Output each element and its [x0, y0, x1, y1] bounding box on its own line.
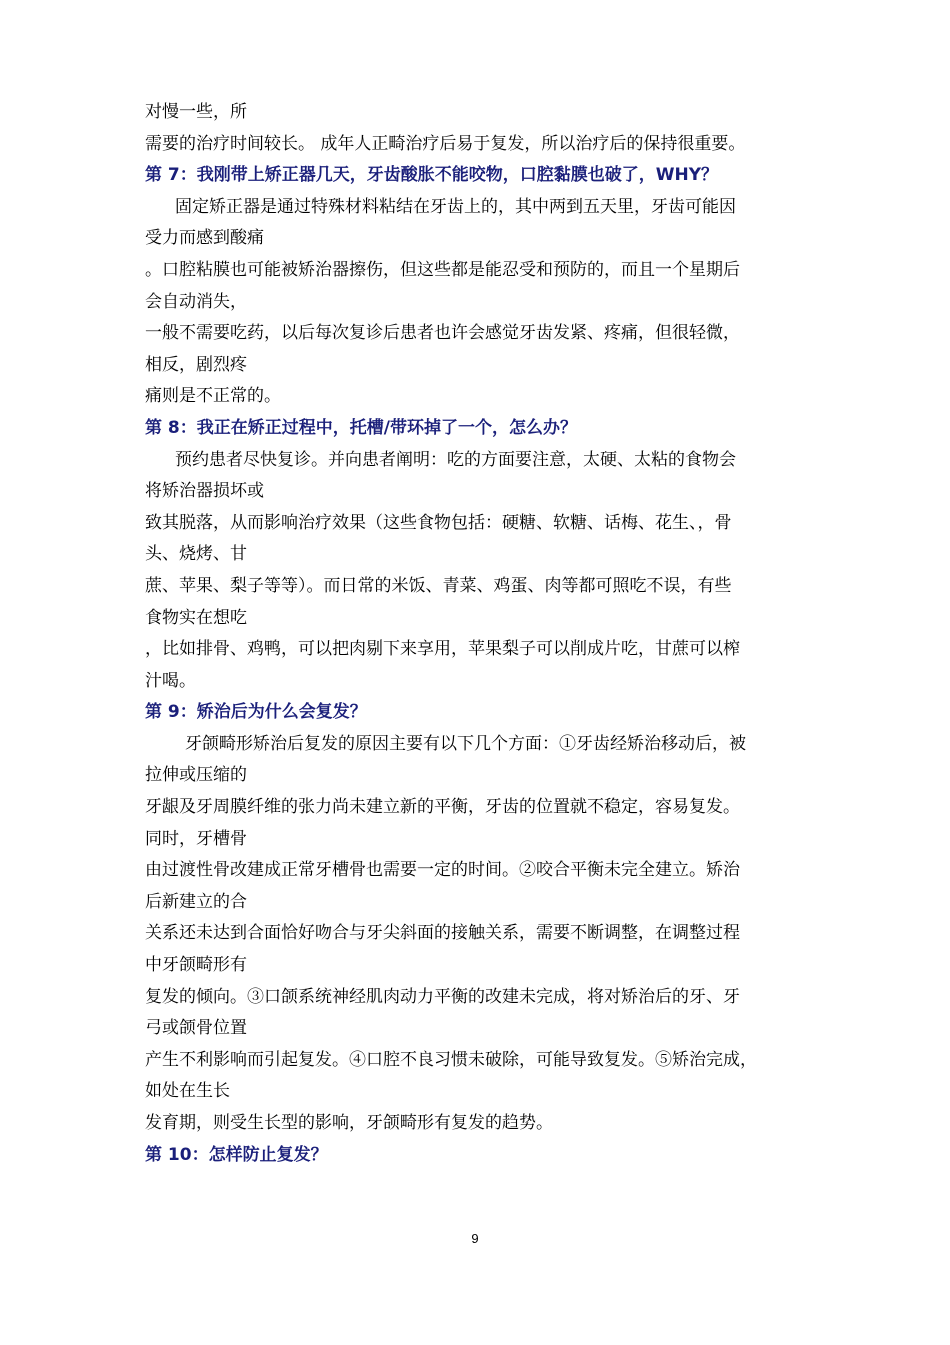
- paragraph-line: 痛则是不正常的。: [145, 386, 281, 407]
- paragraph-line: 汁喝。: [145, 670, 196, 691]
- paragraph-line: 。口腔粘膜也可能被矫治器擦伤，但这些都是能忍受和预防的，而且一个星期后: [145, 259, 740, 280]
- paragraph-line: 关系还未达到合面恰好吻合与牙尖斜面的接触关系，需要不断调整，在调整过程: [145, 923, 740, 944]
- paragraph-line: 食物实在想吃: [145, 607, 247, 628]
- paragraph-line: 将矫治器损坏或: [145, 481, 264, 502]
- question-heading: 第 8：我正在矫正过程中，托槽/带环掉了一个，怎么办？: [145, 417, 577, 438]
- document-body: [145, 97, 825, 1171]
- paragraph-line: 一般不需要吃药，以后每次复诊后患者也许会感觉牙齿发紧、疼痛，但很轻微，: [145, 323, 740, 344]
- paragraph-line: 相反，剧烈疼: [145, 354, 247, 375]
- paragraph-line: 需要的治疗时间较长。 成年人正畸治疗后易于复发，所以治疗后的保持很重要。: [145, 133, 746, 154]
- paragraph-first-line: 预约患者尽快复诊。并向患者阐明：吃的方面要注意，太硬、太粘的食物会: [175, 449, 736, 470]
- paragraph-line: 会自动消失，: [145, 291, 247, 312]
- paragraph-line: 致其脱落，从而影响治疗效果（这些食物包括：硬糖、软糖、话梅、花生、，骨: [145, 512, 732, 533]
- page-number: 9: [471, 1231, 479, 1246]
- paragraph-line: 拉伸或压缩的: [145, 765, 247, 786]
- paragraph-line: 中牙颌畸形有: [145, 955, 247, 976]
- paragraph-line: 如处在生长: [145, 1081, 230, 1102]
- paragraph-line: 产生不利影响而引起复发。④口腔不良习惯未破除，可能导致复发。⑤矫治完成，: [145, 1049, 757, 1070]
- question-heading: 第 10：怎样防止复发？: [145, 1144, 328, 1165]
- paragraph-line: 由过渡性骨改建成正常牙槽骨也需要一定的时间。②咬合平衡未完全建立。矫治: [145, 860, 740, 881]
- paragraph-line: ，比如排骨、鸡鸭，可以把肉剔下来享用，苹果梨子可以削成片吃，甘蔗可以榨: [145, 639, 740, 660]
- paragraph-line: 后新建立的合: [145, 891, 247, 912]
- paragraph-line: 同时，牙槽骨: [145, 828, 247, 849]
- paragraph-line: 头、烧烤、甘: [145, 544, 247, 565]
- question-heading: 第 9：矫治后为什么会复发？: [145, 702, 367, 723]
- paragraph-line: 发育期，则受生长型的影响，牙颌畸形有复发的趋势。: [145, 1113, 553, 1133]
- paragraph-line: 对慢一些，所: [145, 102, 247, 122]
- question-heading: 第 7：我刚带上矫正器几天，牙齿酸胀不能咬物，口腔黏膜也破了，WHY？: [145, 165, 719, 186]
- paragraph-first-line: 固定矫正器是通过特殊材料粘结在牙齿上的，其中两到五天里，牙齿可能因: [175, 196, 736, 217]
- paragraph-line: 复发的倾向。③口颌系统神经肌肉动力平衡的改建未完成，将对矫治后的牙、牙: [145, 986, 740, 1007]
- paragraph-line: 蔗、苹果、梨子等等）。而日常的米饭、青菜、鸡蛋、肉等都可照吃不误，有些: [145, 575, 732, 596]
- paragraph-line: 弓或颌骨位置: [145, 1018, 247, 1039]
- paragraph-line: 牙龈及牙周膜纤维的张力尚未建立新的平衡，牙齿的位置就不稳定，容易复发。: [145, 797, 740, 818]
- paragraph-line: 受力而感到酸痛: [145, 228, 264, 249]
- paragraph-first-line: 牙颌畸形矫治后复发的原因主要有以下几个方面：①牙齿经矫治移动后，被: [185, 733, 746, 754]
